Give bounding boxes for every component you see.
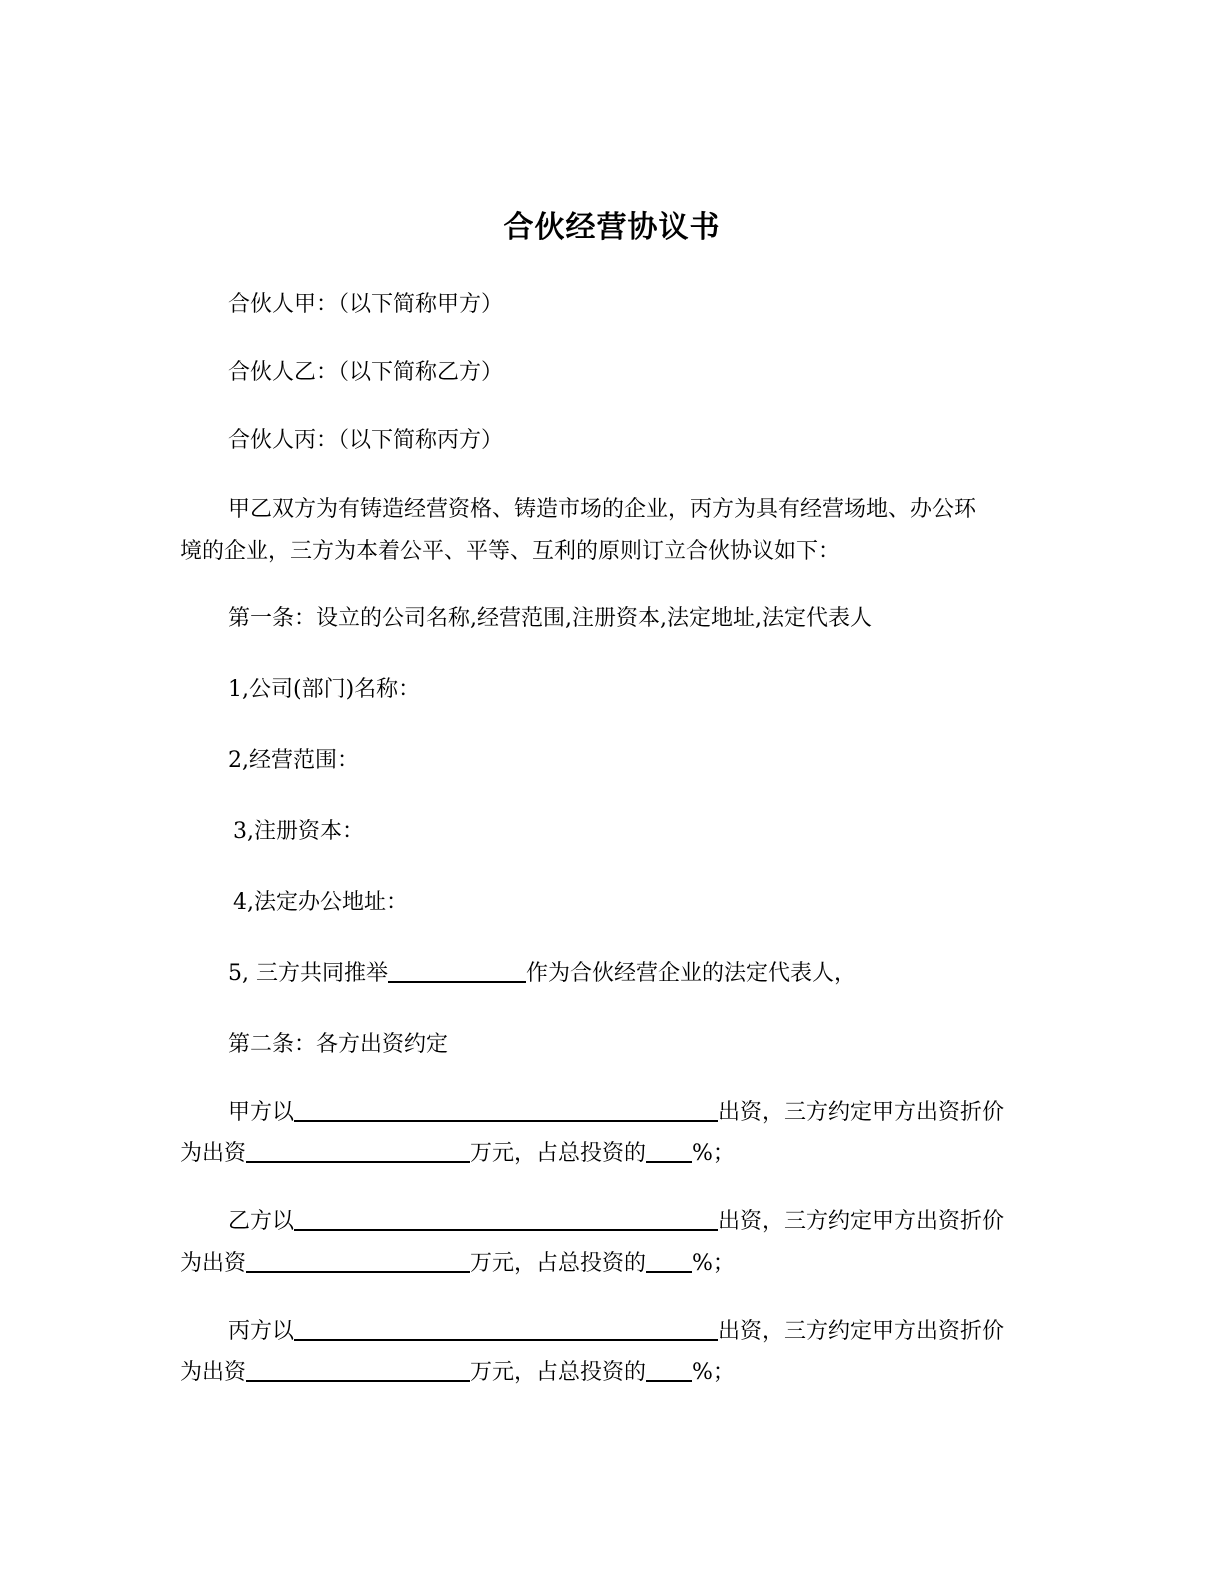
contribution-a-line2-suffix: %； bbox=[692, 1141, 735, 1166]
legal-rep-blank[interactable] bbox=[388, 953, 526, 983]
contribution-c-text: 出资，三方约定甲方出资折价 bbox=[718, 1319, 1005, 1344]
contribution-a-percent-blank[interactable] bbox=[646, 1133, 692, 1163]
contribution-b-amount-blank[interactable] bbox=[246, 1243, 470, 1273]
article1-item-legal-rep bbox=[180, 953, 1088, 995]
article2-heading: 第二条：各方出资约定 bbox=[228, 1032, 449, 1057]
article1-heading: 第一条：设立的公司名称,经营范围,注册资本,法定地址,法定代表人 bbox=[228, 606, 872, 631]
contribution-b-line-2 bbox=[180, 1243, 1040, 1285]
contribution-b-text: 出资，三方约定甲方出资折价 bbox=[718, 1209, 1005, 1234]
contribution-b-percent-blank[interactable] bbox=[646, 1243, 692, 1273]
contribution-a-line2-mid: 万元，占总投资的 bbox=[470, 1141, 647, 1166]
legal-rep-text-after: 作为合伙经营企业的法定代表人， bbox=[525, 961, 856, 986]
contribution-c-line2-mid: 万元，占总投资的 bbox=[470, 1360, 647, 1385]
article1-item-business-scope: 2,经营范围： bbox=[228, 748, 359, 773]
contribution-b-prefix: 乙方以 bbox=[228, 1209, 295, 1234]
contribution-a-text: 出资，三方约定甲方出资折价 bbox=[718, 1100, 1005, 1125]
contribution-c-line2-prefix: 为出资 bbox=[180, 1360, 247, 1385]
contribution-c-line-2 bbox=[180, 1352, 1040, 1394]
party-a-line: 合伙人甲：（以下简称甲方） bbox=[228, 292, 504, 317]
article1-item-registered-capital: 3,注册资本： bbox=[233, 819, 364, 844]
contribution-b-line2-prefix: 为出资 bbox=[180, 1251, 247, 1276]
contribution-c-amount-blank[interactable] bbox=[246, 1352, 470, 1382]
party-c-line: 合伙人丙：（以下简称丙方） bbox=[228, 428, 504, 453]
preamble-line-1: 甲乙双方为有铸造经营资格、铸造市场的企业，丙方为具有经营场地、办公环 bbox=[228, 497, 977, 522]
article1-item-office-address: 4,法定办公地址： bbox=[233, 890, 408, 915]
contribution-a-line2-prefix: 为出资 bbox=[180, 1141, 247, 1166]
contribution-c-line2-suffix: %； bbox=[692, 1360, 735, 1385]
contribution-c-prefix: 丙方以 bbox=[228, 1319, 295, 1344]
contribution-b-line2-mid: 万元，占总投资的 bbox=[470, 1251, 647, 1276]
article1-item-company-name: 1,公司(部门)名称： bbox=[228, 677, 421, 702]
contribution-c-percent-blank[interactable] bbox=[646, 1352, 692, 1382]
legal-rep-text-before: 5, 三方共同推举 bbox=[228, 961, 388, 986]
contribution-a-line-1 bbox=[180, 1092, 1088, 1134]
contribution-a-form-blank[interactable] bbox=[294, 1092, 718, 1122]
contribution-b-line-1 bbox=[180, 1201, 1088, 1243]
contribution-a-amount-blank[interactable] bbox=[246, 1133, 470, 1163]
contribution-b-form-blank[interactable] bbox=[294, 1201, 718, 1231]
party-b-line: 合伙人乙：（以下简称乙方） bbox=[228, 360, 504, 385]
preamble-line-2: 境的企业，三方为本着公平、平等、互利的原则订立合伙协议如下： bbox=[180, 539, 841, 564]
contribution-a-prefix: 甲方以 bbox=[228, 1100, 295, 1125]
contribution-b-line2-suffix: %； bbox=[692, 1251, 735, 1276]
contribution-a-line-2 bbox=[180, 1133, 1040, 1175]
contribution-c-form-blank[interactable] bbox=[294, 1311, 718, 1341]
contribution-c-line-1 bbox=[180, 1311, 1088, 1353]
document-title: 合伙经营协议书 bbox=[503, 210, 721, 245]
